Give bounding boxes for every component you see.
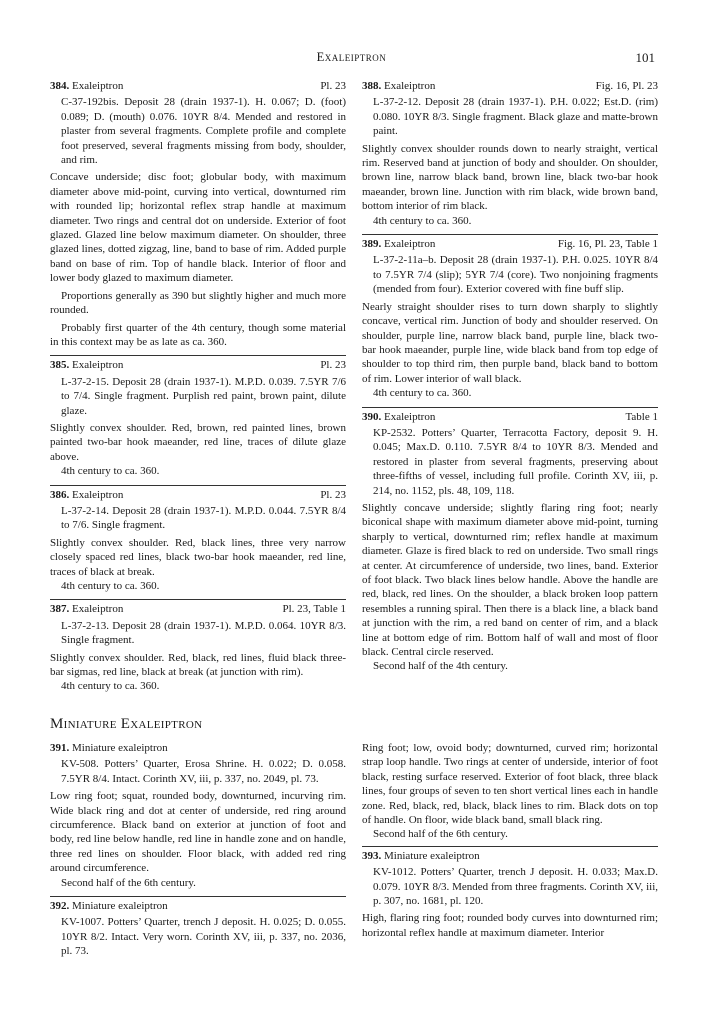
entry-catalog-data: C-37-192bis. Deposit 28 (drain 1937-1). H. 0.067; D. (foot) 0.089; D. (mouth) 0.076. 10YR 8/4. Mended and restored in plaster from several fragments. Complete profile and complete foot preserved, several fragments missing from body, shoulder, and rim. <box>61 96 346 167</box>
lower-right-column <box>362 741 658 946</box>
entry-note: Proportions generally as 390 but slightly higher and much more rounded. <box>50 289 346 317</box>
catalog-entry-390 <box>362 410 658 674</box>
entry-date: Second half of the 6th century. <box>61 876 196 889</box>
entry-name: Exaleiptron <box>72 603 124 616</box>
entry-number: 391. <box>50 742 70 754</box>
entry-number: 388. <box>362 80 382 92</box>
entry-ref: Table 1 <box>625 410 658 423</box>
entry-catalog-data: L-37-2-15. Deposit 28 (drain 1937-1). M.P.D. 0.039. 7.5YR 7/6 to 7/4. Single fragment. Purplish red paint, brown paint, dilute glaze. <box>61 375 346 417</box>
catalog-entry-385 <box>50 358 346 478</box>
entry-catalog-data: KV-508. Potters’ Quarter, Erosa Shrine. H. 0.022; D. 0.058. 7.5YR 8/4. Intact. Corinth XV, iii, p. 337, no. 2049, pl. 73. <box>61 758 346 785</box>
lower-left-column <box>50 741 346 965</box>
entry-date: 4th century to ca. 360. <box>61 680 160 693</box>
entry-description: Nearly straight shoulder rises to turn down sharply to slightly concave, vertical rim. Junction of body and shoulder reserved. On shoulder, purple line, narrow black band, purple line, black two-bar hook maeander, purple line, wide black band from top edge of shoulder to top third rim, then purple band, black band to bottom of rim. Lower interior of wall black. <box>362 300 658 385</box>
entry-ref: Pl. 23 <box>320 359 346 372</box>
entry-catalog-data: KP-2532. Potters’ Quarter, Terracotta Factory, deposit 9. H. 0.045; Max.D. 0.110. 7.5YR 8/4 to 10YR 8/3. Mended and restored in plaster from several fragments, preserving about three-fifths of vessel, including full profile. Corinth XV, iii, p. 214, no. 1152, pls. 48, 109, 118. <box>373 426 658 497</box>
entry-number: 389. <box>362 238 382 251</box>
entry-name: Miniature exaleiptron <box>384 849 480 862</box>
entry-name: Exaleiptron <box>384 410 436 423</box>
catalog-entry-384 <box>50 79 346 349</box>
entry-name: Miniature exaleiptron <box>72 742 168 754</box>
entry-number: 384. <box>50 80 70 92</box>
entry-name: Exaleiptron <box>72 80 124 92</box>
left-column <box>50 79 346 700</box>
section-title: Miniature Exaleiptron <box>50 716 203 732</box>
entry-date: 4th century to ca. 360. <box>61 465 160 478</box>
entry-description: High, flaring ring foot; rounded body curves into downturned rim; horizontal reflex handle at maximum diameter. Interior <box>362 912 658 939</box>
entry-description: Slightly convex shoulder. Red, black lines, three very narrow closely spaced red lines, black two-bar hook maeander, red line, traces of black at break. <box>50 536 346 578</box>
entry-name: Miniature exaleiptron <box>72 900 168 913</box>
catalog-entry-389 <box>362 237 658 400</box>
page-number: 101 <box>635 50 655 65</box>
catalog-entry-393 <box>362 849 658 940</box>
catalog-entry-386 <box>50 488 346 594</box>
catalog-entry-392 <box>50 899 346 959</box>
entry-catalog-data: KV-1012. Potters’ Quarter, trench J deposit. H. 0.033; Max.D. 0.079. 10YR 8/3. Mended from three fragments. Corinth XV, iii, p. 307, no. 1681, pl. 120. <box>373 866 658 908</box>
entry-name: Exaleiptron <box>72 359 124 372</box>
entry-ref: Fig. 16, Pl. 23 <box>595 80 658 92</box>
entry-date: 4th century to ca. 360. <box>61 580 160 592</box>
entry-catalog-data: L-37-2-11a–b. Deposit 28 (drain 1937-1). P.H. 0.025. 10YR 8/4 to 7.5YR 7/4 (slip); 5YR 7/4 (core). Two nonjoining fragments (mended from four). Exterior covered with fine buff slip. <box>373 254 658 296</box>
entry-catalog-data: KV-1007. Potters’ Quarter, trench J deposit. H. 0.025; D. 0.055. 10YR 8/2. Intact. Very worn. Corinth XV, iii, p. 337, no. 2036, pl. 73. <box>61 916 346 958</box>
entry-number: 386. <box>50 488 70 501</box>
entry-392-description: Ring foot; low, ovoid body; downturned, curved rim; horizontal strap loop handle. Two rings at center of underside, interior of foot black, resting surface reserved. Exterior of foot black, three black lines, four groups of seven to ten short vertical lines each in handle zone. Red, black, red, black, black lines to rim. Black dots on top of handle. On floor, wide black band, small black ring. <box>362 742 658 827</box>
entry-ref: Pl. 23 <box>320 488 346 501</box>
entry-name: Exaleiptron <box>72 488 124 501</box>
running-title: Exaleiptron <box>316 50 387 64</box>
entry-number: 385. <box>50 359 70 372</box>
entry-description: Slightly convex shoulder. Red, brown, red painted lines, brown painted two-bar hook maeander, red line, traces of dilute glaze above. <box>50 421 346 463</box>
entry-date: Second half of the 4th century. <box>373 660 508 673</box>
entry-description: Slightly concave underside; slightly flaring ring foot; nearly biconical shape with maximum diameter above mid-point, turning sharply to vertical, downturned rim; reflex handle at maximum diameter. Glaze is fired black to red on underside. Two small rings at center. At circumference of underside, two lines, band. Exterior of foot black. Two black lines below handle. Above the handle are red, black, red lines. On the shoulder, a black broken loop pattern resembles a running spiral. Then there is a black line, a black band at junction with the rim, a red band on center of rim, and a black line at bottom edge of rim. Bottom half of wall and most of floor black. Central circle reserved. <box>362 501 658 659</box>
entry-catalog-data: L-37-2-14. Deposit 28 (drain 1937-1). M.P.D. 0.044. 7.5YR 8/4 to 7/6. Single fragment. <box>61 504 346 532</box>
entry-date: 4th century to ca. 360. <box>373 214 472 227</box>
entry-description: Low ring foot; squat, rounded body, downturned, incurving rim. Wide black ring and dot at center of underside, red ring around circumference. Black band on exterior at junction of foot and body, red line below handle, red line in handle zone and on handle, three red lines on shoulder. Floor black, with added red ring around circumference. <box>50 790 346 875</box>
entry-ref: Pl. 23 <box>320 80 346 92</box>
entry-description: Slightly convex shoulder rounds down to nearly straight, vertical rim. Reserved band at junction of body and shoulder. On shoulder, brown line, narrow black band, brown line, black two-bar hook maeander, brown line. Junction with rim black, wide brown band, bottom interior of rim black. <box>362 142 658 213</box>
catalog-entry-388 <box>362 79 658 228</box>
entry-ref: Fig. 16, Pl. 23, Table 1 <box>557 238 658 251</box>
catalog-entry-387 <box>50 602 346 693</box>
entry-392-date: Second half of the 6th century. <box>373 828 508 841</box>
entry-number: 392. <box>50 900 70 913</box>
right-column <box>362 79 658 680</box>
entry-name: Exaleiptron <box>384 80 436 92</box>
entry-date: Probably first quarter of the 4th century, though some material in this context may be as late as ca. 360. <box>50 321 346 348</box>
entry-catalog-data: L-37-2-13. Deposit 28 (drain 1937-1). M.P.D. 0.064. 10YR 8/3. Single fragment. <box>61 619 346 647</box>
entry-number: 387. <box>50 603 70 616</box>
entry-description: Slightly convex shoulder. Red, black, red lines, fluid black three-bar sigmas, red line, black at break (at junction with rim). <box>50 651 346 679</box>
entry-catalog-data: L-37-2-12. Deposit 28 (drain 1937-1). P.H. 0.022; Est.D. (rim) 0.080. 10YR 8/3. Single fragment. Black glaze and matte-brown paint. <box>373 96 658 138</box>
entry-description: Concave underside; disc foot; globular body, with maximum diameter above mid-point, curving into vertical, downturned rim with rounded lip; horizontal reflex strap handle at maximum diameter. Two rings and central dot on underside. Exterior of foot glazed. Glazed line below maximum diameter. On shoulder, three glazed lines, dotted zigzag, line, band to base of rim. Added purple band on base of rim. Top of handle black. Interior of floor and lower body glazed to maximum diameter. <box>50 171 346 285</box>
entry-ref: Pl. 23, Table 1 <box>282 603 346 616</box>
entry-number: 393. <box>362 849 382 862</box>
catalog-entry-391 <box>50 741 346 890</box>
entry-date: 4th century to ca. 360. <box>373 387 472 400</box>
entry-name: Exaleiptron <box>384 238 436 251</box>
entry-number: 390. <box>362 410 382 423</box>
